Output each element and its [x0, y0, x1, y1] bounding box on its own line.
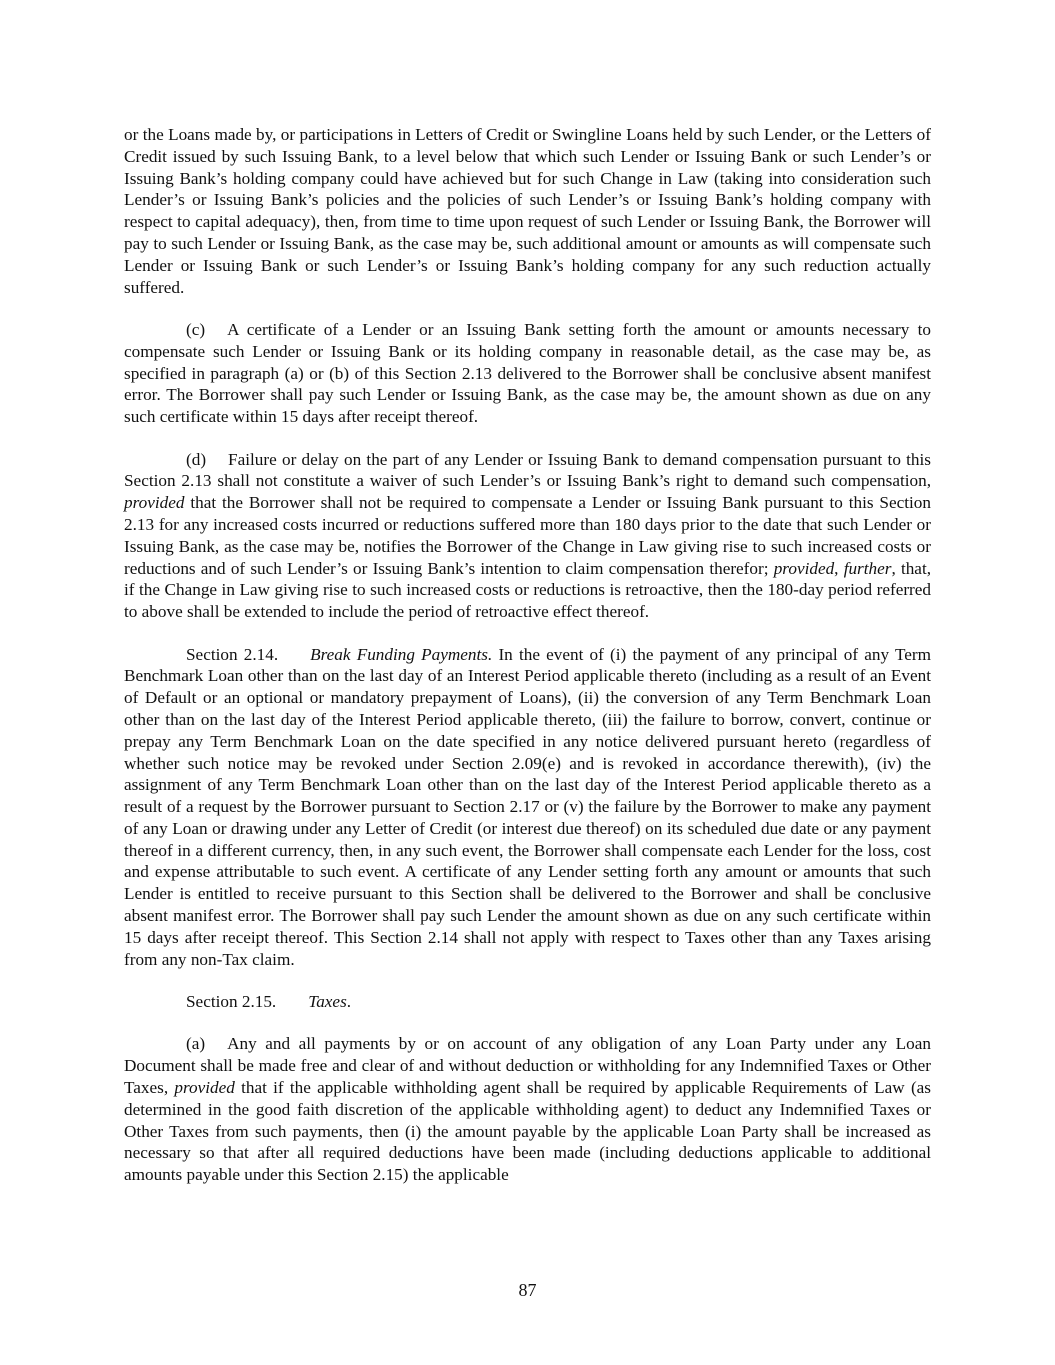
paragraph-d-text: Failure or delay on the part of any Lender or Issuing Bank to demand compensation pursuant to this Section 2.13 shall not constitute a waiver of such Lender’s or Issuing Bank’s right to demand such compensation,	[124, 449, 931, 491]
paragraph-d-text: that the Borrower shall not be required to compensate a Lender or Issuing Bank pursuant to this Section 2.13 for any increased costs incurred or reductions suffered more than 180 days prior to the date that such Lender or Issuing Bank, as the case may be, notifies the Borrower of the Change in Law giving rise to such increased costs or reductions and of such Lender’s or Issuing Bank’s intention to claim compensation therefor;	[124, 493, 931, 578]
paragraph-a-label: (a)	[186, 1034, 206, 1054]
paragraph-continuation: or the Loans made by, or participations in Letters of Credit or Swingline Loans held by such Lender, or the Letters of Credit issued by such Issuing Bank, to a level below that which such Lender or Issuing Bank or such Lender’s or Issuing Bank’s holding company could have achieved but for such Change in Law (taking into consideration such Lender’s or Issuing Bank’s policies and the policies of such Lender’s or Issuing Bank’s holding company with respect to capital adequacy), then, from time to time upon request of such Lender or Issuing Bank, the Borrower will pay to such Lender or Issuing Bank, as the case may be, such additional amount or amounts as will compensate such Lender or Issuing Bank or such Lender’s or Issuing Bank’s holding company for any such reduction actually suffered.	[124, 125, 931, 297]
section-2-15-title-suffix: .	[346, 992, 352, 1012]
section-2-14-text: In the event of (i) the payment of any principal of any Term Benchmark Loan other than on the last day of an Interest Period applicable thereto (including as a result of an Event of Default or an optional or mandatory prepayment of Loans), (ii) the conversion of any Term Benchmark Loan other than on the last day of the Interest Period applicable thereto, (iii) the failure to borrow, convert, continue or prepay any Term Benchmark Loan on the date specified in any notice delivered pursuant hereto (regardless of whether such notice may be revoked under Section 2.09(e) and is revoked in accordance therewith), (iv) the assignment of any Term Benchmark Loan other than on the last day of the Interest Period applicable thereto as a result of a request by the Borrower pursuant to Section 2.17 or (v) the failure by the Borrower to make any payment of any Loan or drawing under any Letter of Credit (or interest due thereof) on its scheduled due date or any payment thereof in a different currency, then, in any such event, the Borrower shall compensate each Lender for the loss, cost and expense attributable to such event. A certificate of any Lender setting forth any amount or amounts that such Lender is entitled to receive pursuant to this Section shall be delivered to the Borrower and shall be conclusive absent manifest error. The Borrower shall pay such Lender the amount shown as due on any such certificate within 15 days after receipt thereof. This Section 2.14 shall not apply with respect to Taxes other than any Taxes arising from any non-Tax claim.	[124, 644, 931, 969]
section-2-15-title: Taxes	[308, 992, 347, 1012]
paragraph-c-label: (c)	[186, 319, 206, 339]
paragraph-d-emphasis: provided	[124, 493, 185, 513]
section-2-14	[124, 644, 931, 971]
paragraph-a-text: Any and all payments by or on account of any obligation of any Loan Party under any Loan Document shall be made free and clear of and without deduction or withholding for any Indemnified Taxes or Other Taxes,	[124, 1034, 931, 1098]
paragraph-a	[124, 1033, 931, 1186]
paragraph-a-emphasis: provided	[174, 1078, 235, 1098]
section-2-14-number: Section 2.14.	[186, 644, 279, 664]
paragraph-c	[124, 319, 931, 428]
paragraph-d-emphasis: provided	[773, 558, 835, 578]
document-page	[124, 124, 931, 1207]
paragraph-d-emphasis: further	[843, 558, 892, 578]
paragraph-d-text: ,	[834, 558, 844, 578]
paragraph-d-label: (d)	[186, 449, 207, 469]
section-2-15-number: Section 2.15.	[186, 992, 277, 1012]
section-2-14-title: Break Funding Payments.	[310, 644, 493, 664]
paragraph-c-text: A certificate of a Lender or an Issuing Bank setting forth the amount or amounts necessary to compensate such Lender or Issuing Bank or its holding company in reasonable detail, as the case may be, as specified in paragraph (a) or (b) of this Section 2.13 delivered to the Borrower shall be conclusive absent manifest error. The Borrower shall pay such Lender or Issuing Bank, as the case may be, the amount shown as due on any such certificate within 15 days after receipt thereof.	[124, 319, 931, 427]
paragraph-d-text: , that, if the Change in Law giving rise to such increased costs or reductions is retroactive, then the 180-day period referred to above shall be extended to include the period of retroactive effect thereof.	[124, 558, 932, 622]
paragraph-d	[124, 449, 931, 623]
section-2-15-heading	[124, 991, 931, 1013]
paragraph-a-text: that if the applicable withholding agent shall be required by applicable Requirements of Law (as determined in the good faith discretion of the applicable withholding agent) to deduct any Indemnified Taxes or Other Taxes from such payments, then (i) the amount payable by the applicable Loan Party shall be increased as necessary so that after all required deductions have been made (including deductions applicable to additional amounts payable under this Section 2.15) the applicable	[124, 1078, 931, 1185]
page-number: 87	[518, 1280, 537, 1300]
